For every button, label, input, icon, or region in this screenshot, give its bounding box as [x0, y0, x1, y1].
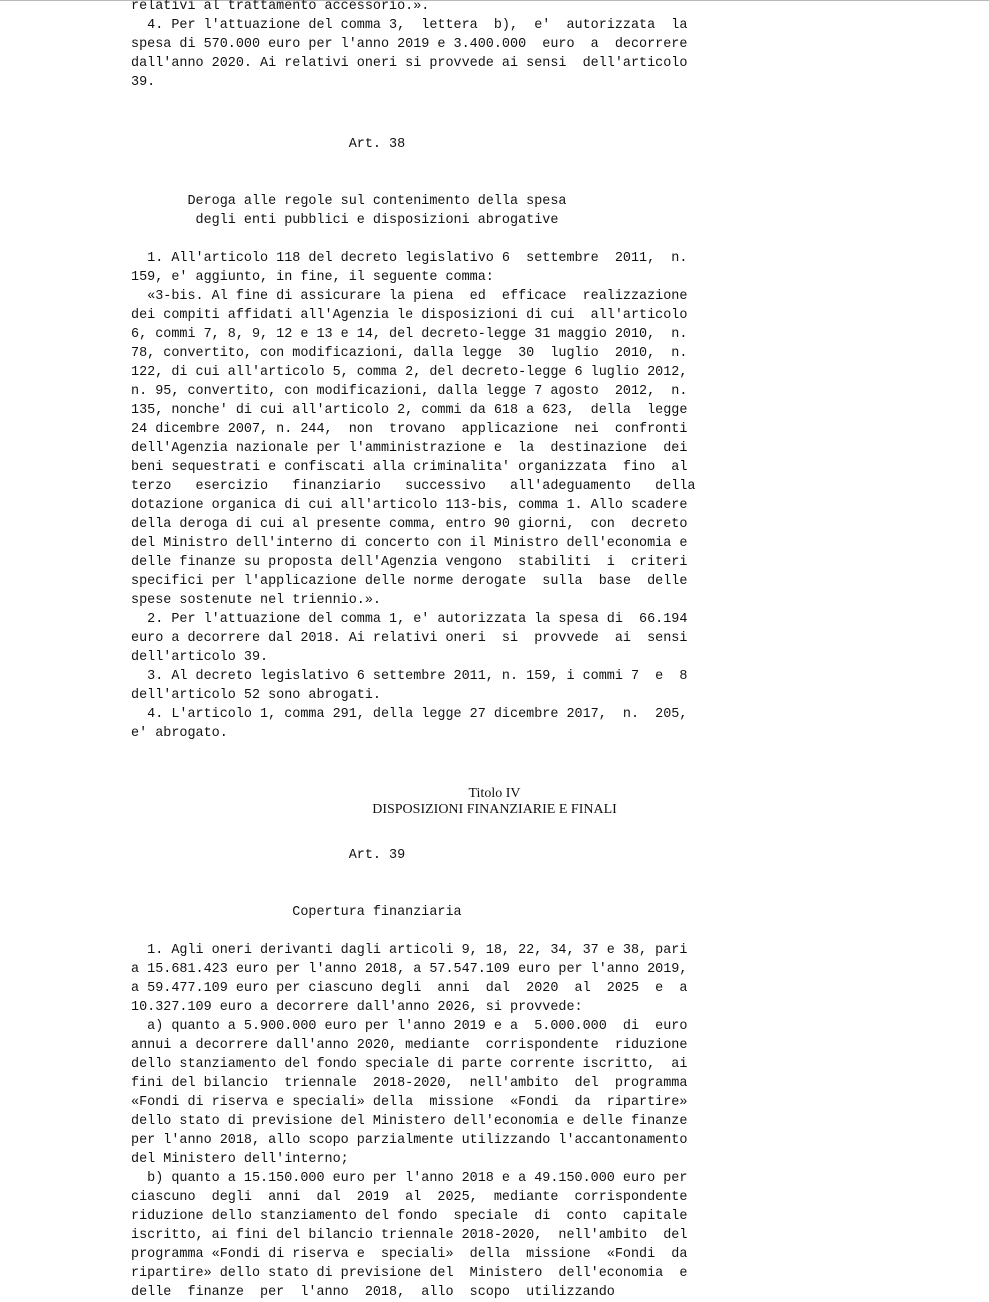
- previous-article-tail: relativi al trattamento accessorio.». 4. Per l'attuazione del comma 3, lettera b), e' autorizzata la spesa di 570.000 euro per l'anno 2019 e 3.400.000 euro a decorrere dall'anno 2020. Ai relativi oneri si provvede ai sensi dell'articolo 39.: [131, 0, 688, 90]
- article-38-heading: Art. 38: [131, 137, 406, 152]
- article-38-body: 1. All'articolo 118 del decreto legislativo 6 settembre 2011, n. 159, e' aggiunto, in fine, il seguente comma: «3-bis. Al fine di assicurare la piena ed efficace realizzazione dei compiti affidati all'Agenzia le disposizioni di cui all'articolo 6, commi 7, 8, 9, 12 e 13 e 14, del decreto-legge 31 maggio 2010, n. 78, convertito, con modificazioni, dalla legge 30 luglio 2010, n. 122, di cui all'articolo 5, comma 2, del decreto-legge 6 luglio 2012, n. 95, convertito, con modificazioni, dalla legge 7 agosto 2012, n. 135, nonche' di cui all'articolo 2, commi da 618 a 623, della legge 24 dicembre 2007, n. 244, non trovano applicazione nei confronti dell'Agenzia nazionale per l'amministrazione e la destinazione dei beni sequestrati e confiscati alla criminalita' organizzata fino al terzo esercizio finanziario successivo all'adeguamento della dotazione organica di cui all'articolo 113-bis, comma 1. Allo scadere della deroga di cui al presente comma, entro 90 giorni, con decreto del Ministro dell'interno di concerto con il Ministro dell'economia e delle finanze su proposta dell'Agenzia vengono stabiliti i criteri specifici per l'applicazione delle norme derogate sulla base delle spese sostenute nel triennio.». 2. Per l'attuazione del comma 1, e' autorizzata la spesa di 66.194 euro a decorrere dal 2018. Ai relativi oneri si provvede ai sensi dell'articolo 39. 3. Al decreto legislativo 6 settembre 2011, n. 159, i commi 7 e 8 dell'articolo 52 sono abrogati. 4. L'articolo 1, comma 291, della legge 27 dicembre 2017, n. 205, e' abrogato.: [131, 251, 696, 741]
- article-39-heading: Art. 39: [131, 848, 406, 863]
- article-38-title: Deroga alle regole sul contenimento della spesa degli enti pubblici e disposizioni abrogative: [187, 194, 567, 228]
- titolo-name: DISPOSIZIONI FINANZIARIE E FINALI: [372, 802, 617, 817]
- article-39-body: 1. Agli oneri derivanti dagli articoli 9, 18, 22, 34, 37 e 38, pari a 15.681.423 euro per l'anno 2018, a 57.547.109 euro per l'anno 2019, a 59.477.109 euro per ciascuno degli anni dal 2020 al 2025 e a 10.327.109 euro a decorrere dall'anno 2026, si provvede: a) quanto a 5.900.000 euro per l'anno 2019 e a 5.000.000 di euro annui a decorrere dall'anno 2020, mediante corrispondente riduzione dello stanziamento del fondo speciale di parte corrente iscritto, ai fini del bilancio triennale 2018-2020, nell'ambito del programma «Fondi di riserva e speciali» della missione «Fondi da ripartire» dello stato di previsione del Ministero dell'economia e delle finanze per l'anno 2018, allo scopo parzialmente utilizzando l'accantonamento del Ministero dell'interno; b) quanto a 15.150.000 euro per l'anno 2018 e a 49.150.000 euro per ciascuno degli anni dal 2019 al 2025, mediante corrispondente riduzione dello stanziamento del fondo speciale di conto capitale iscritto, ai fini del bilancio triennale 2018-2020, nell'ambito del programma «Fondi di riserva e speciali» della missione «Fondi da ripartire» dello stato di previsione del Ministero dell'economia e delle finanze per l'anno 2018, allo scopo utilizzando: [131, 943, 688, 1300]
- article-39-title: Copertura finanziaria: [131, 905, 462, 920]
- titolo-label: Titolo IV: [468, 786, 521, 801]
